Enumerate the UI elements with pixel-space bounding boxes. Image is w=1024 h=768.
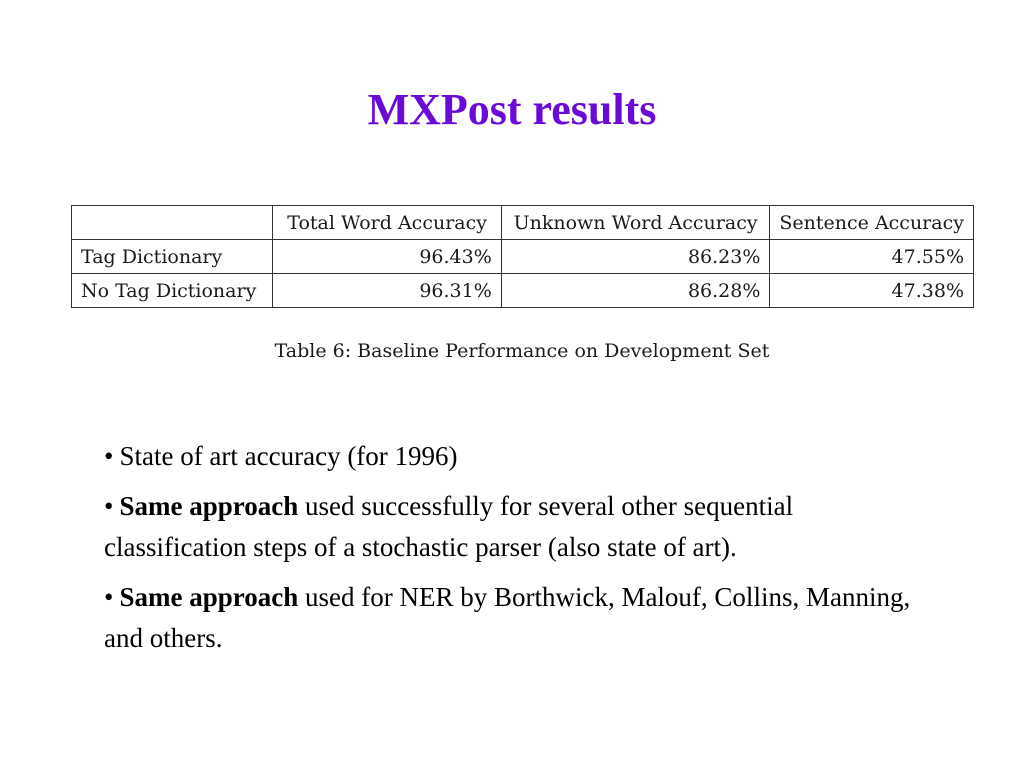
results-table xyxy=(71,205,974,308)
table-header-unknown-word-accuracy: Unknown Word Accuracy xyxy=(501,206,770,240)
bullet-mark: • xyxy=(104,441,114,471)
table-header-row xyxy=(72,206,974,240)
bullet-text: used for NER by Borthwick, Malouf, Collins, Manning, and others. xyxy=(104,582,911,653)
slide-title: MXPost results xyxy=(367,85,657,134)
bullet-bold-phrase: Same approach xyxy=(119,491,299,521)
bullet-mark: • xyxy=(104,582,114,612)
bullet-list xyxy=(104,436,924,668)
table-row-label: No Tag Dictionary xyxy=(72,274,273,308)
bullet-mark: • xyxy=(104,491,114,521)
table-cell-unknown: 86.23% xyxy=(501,240,770,274)
table-header-empty xyxy=(72,206,273,240)
table-caption: Table 6: Baseline Performance on Development Set xyxy=(274,340,770,362)
bullet-item xyxy=(104,486,924,568)
bullet-item xyxy=(104,577,924,659)
table-header-sentence-accuracy: Sentence Accuracy xyxy=(770,206,974,240)
bullet-text: State of art accuracy (for 1996) xyxy=(119,441,458,471)
bullet-item xyxy=(104,436,924,477)
bullet-bold-phrase: Same approach xyxy=(119,582,299,612)
table-cell-sentence: 47.55% xyxy=(770,240,974,274)
bullet-text: used successfully for several other sequential classification steps of a stochastic parser (also state of art). xyxy=(104,491,794,562)
table-cell-unknown: 86.28% xyxy=(501,274,770,308)
table-row xyxy=(72,240,974,274)
table-cell-sentence: 47.38% xyxy=(770,274,974,308)
table-cell-total: 96.31% xyxy=(273,274,501,308)
table-row xyxy=(72,274,974,308)
table-row-label: Tag Dictionary xyxy=(72,240,273,274)
table-cell-total: 96.43% xyxy=(273,240,501,274)
table-header-total-word-accuracy: Total Word Accuracy xyxy=(273,206,501,240)
